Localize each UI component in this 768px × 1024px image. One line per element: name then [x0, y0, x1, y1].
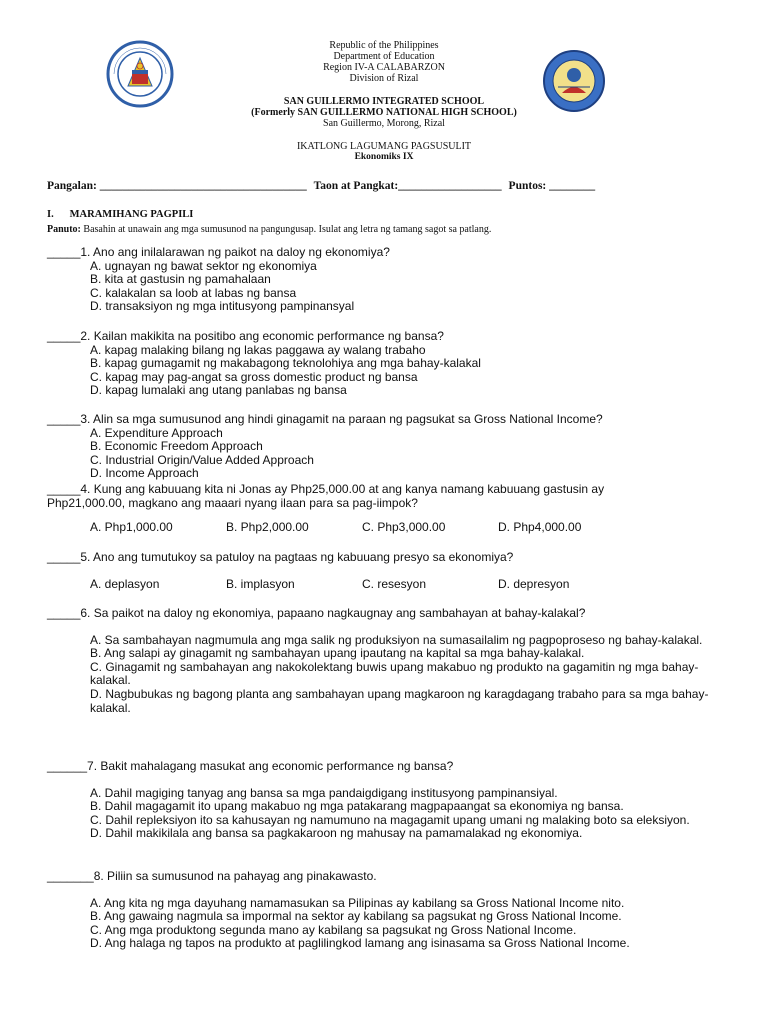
choice-c: C. Ang mga produktong segunda mano ay kabilang sa pagsukat ng Gross National Income. [90, 922, 577, 937]
question-6 [47, 607, 727, 715]
question-stem: _______8. Piliin sa sumusunod na pahayag ang pinakawasto. [47, 869, 377, 883]
choice-d: D. depresyon [498, 576, 570, 591]
choice-c: C. Industrial Origin/Value Added Approach [90, 452, 314, 467]
section-heading [47, 209, 193, 220]
school-former-name: (Formerly SAN GUILLERMO NATIONAL HIGH SCHOOL) [251, 107, 517, 118]
school-address: San Guillermo, Morong, Rizal [323, 118, 445, 129]
exam-title: IKATLONG LAGUMANG PAGSUSULIT [296, 141, 472, 152]
section-number: I. [47, 209, 54, 220]
document-header [0, 40, 768, 163]
choices-row [47, 521, 727, 535]
choice-d: D. Ang halaga ng tapos na produkto at paglilingkod lamang ang isinasama sa Gross National Income. [90, 936, 630, 951]
choice-a: A. Expenditure Approach [90, 425, 223, 440]
question-8 [47, 870, 727, 951]
year-section-field[interactable]: Taon at Pangkat:__________________ [313, 180, 502, 192]
choice-a: A. Ang kita ng mga dayuhang namamasukan sa Pilipinas ay kabilang sa Gross National Income nito. [90, 895, 625, 910]
header-department: Department of Education [333, 51, 435, 62]
subject-title: Ekonomiks IX [354, 152, 414, 162]
choice-c: C. kalakalan sa loob at labas ng bansa [90, 285, 297, 300]
choice-c: C. Ginagamit ng sambahayan ang nakokolektang buwis upang makabuo ng produkto na gagamitin ng mga bahay-kalakal. [90, 659, 699, 688]
choice-d: D. transaksiyon ng mga intitusyong pampinansyal [90, 299, 355, 314]
question-stem: _____3. Alin sa mga sumusunod ang hindi ginagamit na paraan ng pagsukat sa Gross National Income? [47, 412, 603, 426]
choice-a: A. Php1,000.00 [90, 520, 173, 535]
choice-c: C. Dahil repleksiyon ito sa kahusayan ng namumuno na magagamit upang umani ng malaking boto sa eleksiyon. [90, 812, 690, 827]
choice-a: A. deplasyon [90, 576, 160, 591]
question-1 [47, 246, 727, 314]
question-stem: ______7. Bakit mahalagang masukat ang economic performance ng bansa? [47, 759, 454, 773]
choice-d: D. Nagbubukas ng bagong planta ang sambahayan upang magkaroon ng karagdagang trabaho para sa mga bahay-kalakal. [90, 686, 709, 715]
question-stem: _____2. Kailan makikita na positibo ang economic performance ng bansa? [47, 329, 444, 343]
instructions-label: Panuto: [47, 224, 81, 235]
section-title: MARAMIHANG PAGPILI [69, 209, 194, 220]
choice-a: A. Sa sambahayan nagmumula ang mga salik ng produksiyon na sumasailalim ng pagpoproseso ng bahay-kalakal. [90, 632, 703, 647]
question-7 [47, 760, 727, 841]
question-3 [47, 413, 727, 481]
choice-d: D. kapag lumalaki ang utang panlabas ng bansa [90, 383, 347, 398]
choice-c: C. resesyon [362, 576, 427, 591]
choice-c: C. Php3,000.00 [362, 520, 446, 535]
header-region: Region IV-A CALABARZON [323, 62, 445, 73]
header-division: Division of Rizal [349, 73, 419, 84]
instructions [47, 224, 491, 235]
question-5 [47, 551, 727, 591]
choice-a: A. Dahil magiging tanyag ang bansa sa mga pandaigdigang institusyong pampinansiyal. [90, 785, 558, 800]
question-stem: _____1. Ano ang inilalarawan ng paikot na daloy ng ekonomiya? [47, 245, 390, 259]
choice-b: B. Ang salapi ay ginagamit ng sambahayan upang ipautang na kapital sa mga bahay-kalakal. [90, 646, 585, 661]
choice-a: A. kapag malaking bilang ng lakas paggawa ay walang trabaho [90, 342, 426, 357]
question-stem-line-2: Php21,000.00, magkano ang maaari nyang ilaan para sa pag-iimpok? [47, 495, 418, 510]
choice-d: D. Php4,000.00 [498, 520, 582, 535]
choice-a: A. ugnayan ng bawat sektor ng ekonomiya [90, 258, 317, 273]
choices-row [47, 578, 727, 592]
instructions-text: Basahin at unawain ang mga sumusunod na pangungusap. Isulat ang letra ng tamang sagot sa patlang. [83, 224, 492, 235]
question-2 [47, 330, 727, 398]
choice-b: B. kapag gumagamit ng makabagong teknolohiya ang mga bahay-kalakal [90, 356, 481, 371]
choice-b: B. implasyon [226, 576, 295, 591]
name-field[interactable]: Pangalan: ____________________________________ [47, 180, 307, 192]
question-stem-line-1: _____4. Kung ang kabuuang kita ni Jonas ay Php25,000.00 at ang kanya namang kabuuang gastusin ay [47, 482, 605, 496]
question-stem: _____5. Ano ang tumutukoy sa patuloy na pagtaas ng kabuuang presyo sa ekonomiya? [47, 550, 514, 564]
score-field[interactable]: Puntos: ________ [508, 180, 596, 192]
question-stem: _____6. Sa paikot na daloy ng ekonomiya, papaano nagkaugnay ang sambahayan at bahay-kalakal? [47, 606, 586, 620]
choice-c: C. kapag may pag-angat sa gross domestic product ng bansa [90, 369, 418, 384]
question-4 [47, 483, 727, 535]
choice-d: D. Income Approach [90, 466, 199, 481]
choice-b: B. kita at gastusin ng pamahalaan [90, 272, 271, 287]
choice-b: B. Dahil magagamit ito upang makabuo ng mga patakarang magpapaangat sa ekonomiya ng bansa. [90, 799, 624, 814]
header-republic: Republic of the Philippines [329, 40, 439, 51]
choice-b: B. Economic Freedom Approach [90, 439, 263, 454]
choice-b: B. Ang gawaing nagmula sa impormal na sektor ay kabilang sa pagsukat ng Gross National Income. [90, 909, 622, 924]
choice-d: D. Dahil makikilala ang bansa sa pagkakaroon ng mahusay na pamamalakad ng ekonomiya. [90, 826, 583, 841]
school-name: SAN GUILLERMO INTEGRATED SCHOOL [283, 96, 485, 107]
student-info-line [47, 180, 595, 192]
choice-b: B. Php2,000.00 [226, 520, 309, 535]
